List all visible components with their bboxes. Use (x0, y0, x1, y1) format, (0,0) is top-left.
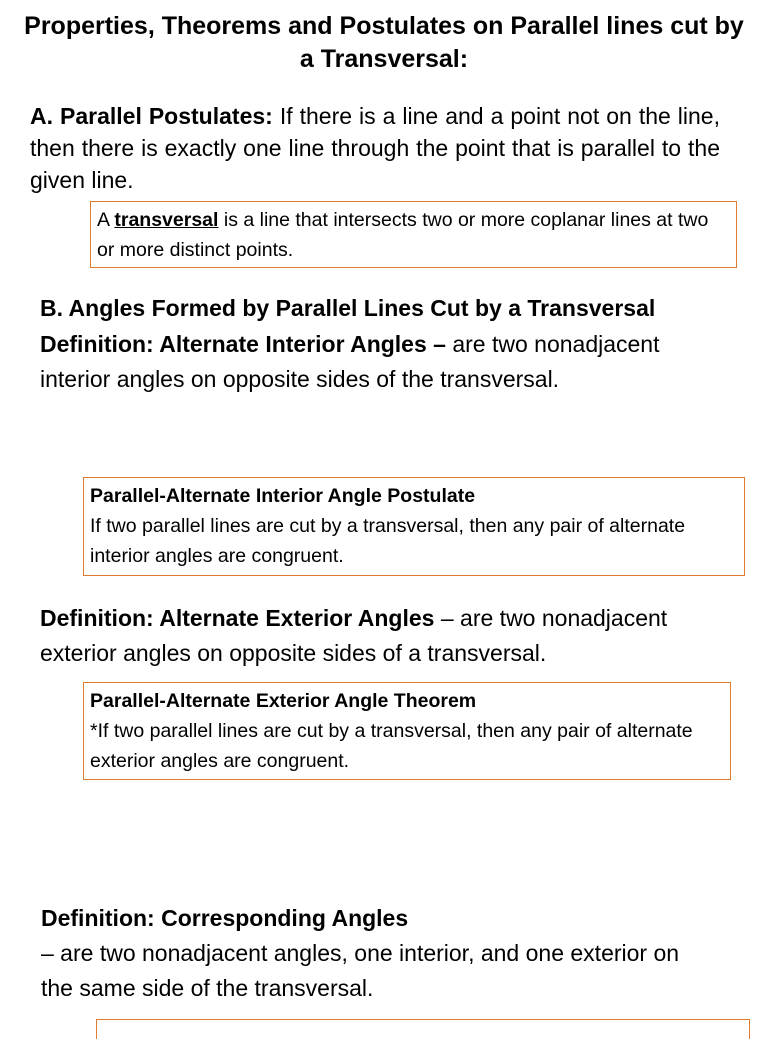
alt-exterior-label: Definition: Alternate Exterior Angles (40, 605, 435, 631)
page-title: Properties, Theorems and Postulates on Parallel lines cut by a Transversal: (24, 12, 744, 73)
transversal-prefix: A (97, 209, 115, 231)
section-a-text: If there is a line and a point not on the line, then there is exactly one line through the point that is parallel to the given line. (30, 103, 720, 193)
alt-exterior-theorem-title: Parallel-Alternate Exterior Angle Theorem (90, 690, 477, 712)
alt-interior-label: Definition: Alternate Interior Angles – (40, 331, 446, 357)
alt-interior-postulate-title: Parallel-Alternate Interior Angle Postulate (90, 485, 476, 507)
corresponding-text: – are two nonadjacent angles, one interior, and one exterior on the same side of the transversal. (41, 940, 680, 1001)
corresponding-label: Definition: Corresponding Angles (41, 905, 409, 931)
transversal-definition-box (90, 201, 737, 268)
alt-exterior-text: – are two nonadjacent exterior angles on opposite sides of a transversal. (40, 605, 668, 666)
section-b-heading (40, 292, 740, 324)
section-b-heading-text: B. Angles Formed by Parallel Lines Cut by a Transversal (40, 295, 656, 321)
alt-interior-postulate-text: If two parallel lines are cut by a transversal, then any pair of alternate interior angles are congruent. (90, 515, 686, 567)
section-a-heading: A. Parallel Postulates: (30, 103, 273, 129)
transversal-term: transversal (114, 209, 219, 231)
alt-exterior-theorem-box (83, 682, 731, 780)
transversal-definition-text: is a line that intersects two or more coplanar lines at two or more distinct points. (97, 209, 709, 261)
alt-interior-definition (40, 327, 680, 397)
corresponding-definition (41, 901, 681, 1006)
alt-exterior-definition (40, 601, 750, 671)
alt-interior-postulate-box (83, 477, 745, 576)
alt-exterior-theorem-text: *If two parallel lines are cut by a transversal, then any pair of alternate exterior angles are congruent. (90, 720, 693, 772)
corresponding-box-partial (96, 1019, 750, 1039)
section-a-paragraph (30, 100, 720, 196)
alt-interior-text: are two nonadjacent interior angles on opposite sides of the transversal. (40, 331, 660, 392)
